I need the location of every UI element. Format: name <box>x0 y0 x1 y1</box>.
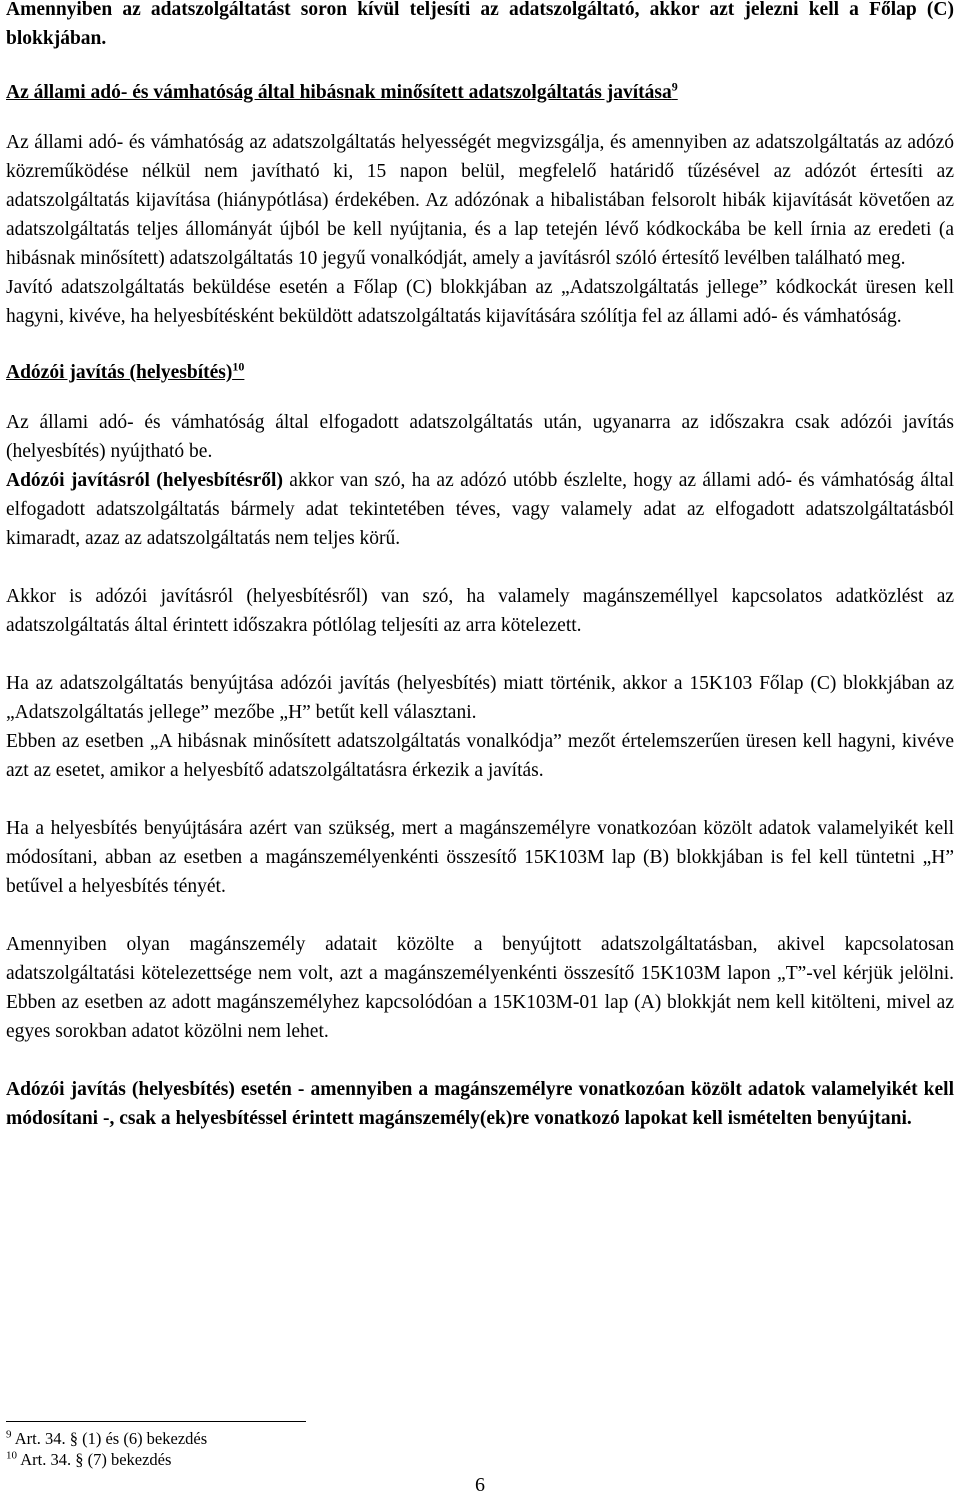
section2-paragraph-6: Ha a helyesbítés benyújtására azért van szükség, mert a magánszemélyre vonatkozóan közölt adatok valamelyikét kell módosítani, abban az esetben a magánszemélyenkénti összesítő 15K103M lap (B) blokkjában is fel kell tüntetni „H” betűvel a helyesbítés tényét. <box>6 818 954 897</box>
document-page <box>6 0 954 1133</box>
section2-paragraph-4: Ha az adatszolgáltatás benyújtása adózói javítás (helyesbítés) miatt történik, akkor a 15K103 Főlap (C) blokkjában az „Adatszolgáltatás jellege” mezőbe „H” betűt kell választani. <box>6 673 954 723</box>
footnote-number: 9 <box>6 1428 12 1441</box>
section-heading-text: Az állami adó- és vámhatóság által hibásnak minősített adatszolgáltatás javítása <box>6 82 672 103</box>
footnote-10 <box>6 1449 606 1470</box>
footnote-divider <box>6 1421 306 1422</box>
section2-paragraph-2 <box>6 466 954 553</box>
section-heading-taxpayer-correction <box>6 358 954 387</box>
paragraph-text: akkor van szó, ha az adózó utóbb észlelte, hogy az állami adó- és vámhatóság által elfogadott adatszolgáltatás bármely adat tekintetében téves, vagy valamely adat az elfogadott adatszolgáltatásból kimaradt, azaz az adatszolgáltatás nem teljes körű. <box>6 470 954 549</box>
section1-paragraph-2: Javító adatszolgáltatás beküldése esetén a Főlap (C) blokkjában az „Adatszolgáltatás jellege” kódkockát üresen kell hagyni, kivéve, ha helyesbítésként beküldött adatszolgáltatás kijavítására szólítja fel az állami adó- és vámhatóság. <box>6 277 954 327</box>
section-heading-faulty-correction <box>6 78 954 107</box>
section2-paragraph-3: Akkor is adózói javításról (helyesbítésről) van szó, ha valamely magánszeméllyel kapcsolatos adatközlést az adatszolgáltatás által érintett időszakra pótlólag teljesíti az arra kötelezett. <box>6 586 954 636</box>
section2-paragraph-1: Az állami adó- és vámhatóság által elfogadott adatszolgáltatás után, ugyanarra az időszakra csak adózói javítás (helyesbítés) nyújtható be. <box>6 412 954 462</box>
footnote-number: 10 <box>6 1449 17 1462</box>
section-heading-text: Adózói javítás (helyesbítés) <box>6 362 233 383</box>
footnote-ref-10: 10 <box>232 359 245 374</box>
page-number: 6 <box>475 1474 485 1496</box>
footnote-text: Art. 34. § (1) és (6) bekezdés <box>11 1429 208 1448</box>
footnote-text: Art. 34. § (7) bekezdés <box>17 1450 172 1469</box>
footnotes <box>6 1421 606 1470</box>
footnote-9 <box>6 1428 606 1449</box>
section2-paragraph-5: Ebben az esetben „A hibásnak minősített adatszolgáltatás vonalkódja” mezőt értelemszerűen üresen kell hagyni, kivéve azt az esetet, amikor a helyesbítő adatszolgáltatásra érkezik a javítás. <box>6 731 954 781</box>
footnote-ref-9: 9 <box>671 79 678 94</box>
bold-term: Adózói javításról (helyesbítésről) <box>6 470 283 491</box>
section2-paragraph-7: Amennyiben olyan magánszemély adatait közölte a benyújtott adatszolgáltatásban, akivel kapcsolatosan adatszolgáltatási kötelezettsége nem volt, azt a magánszemélyenkénti összesítő 15K103M lapon „T”-vel kérjük jelölni. Ebben az esetben az adott magánszemélyhez kapcsolódóan a 15K103M-01 lap (A) blokkját nem kell kitölteni, mivel az egyes sorokban adatot közölni nem lehet. <box>6 934 954 1042</box>
intro-paragraph: Amennyiben az adatszolgáltatást soron kívül teljesíti az adatszolgáltató, akkor azt jelezni kell a Főlap (C) blokkjában. <box>6 0 954 49</box>
section2-paragraph-8: Adózói javítás (helyesbítés) esetén - amennyiben a magánszemélyre vonatkozóan közölt adatok valamelyikét kell módosítani -, csak a helyesbítéssel érintett magánszemély(ek)re vonatkozó lapokat kell ismételten benyújtani. <box>6 1079 954 1129</box>
section1-paragraph-1: Az állami adó- és vámhatóság az adatszolgáltatás helyességét megvizsgálja, és amennyiben az adatszolgáltatás az adózó közreműködése nélkül nem javítható ki, 15 napon belül, megfelelő határidő tűzésével az adózót értesíti az adatszolgáltatás kijavítása (hiánypótlása) érdekében. Az adózónak a hibalistában felsorolt hibák kijavítását követően az adatszolgáltatás teljes állományát újból be kell nyújtania, és a lap tetején lévő kódkockába be kell írnia az eredeti (a hibásnak minősített) adatszolgáltatás 10 jegyű vonalkódját, amely a javításról szóló értesítő levélben található meg. <box>6 132 954 269</box>
